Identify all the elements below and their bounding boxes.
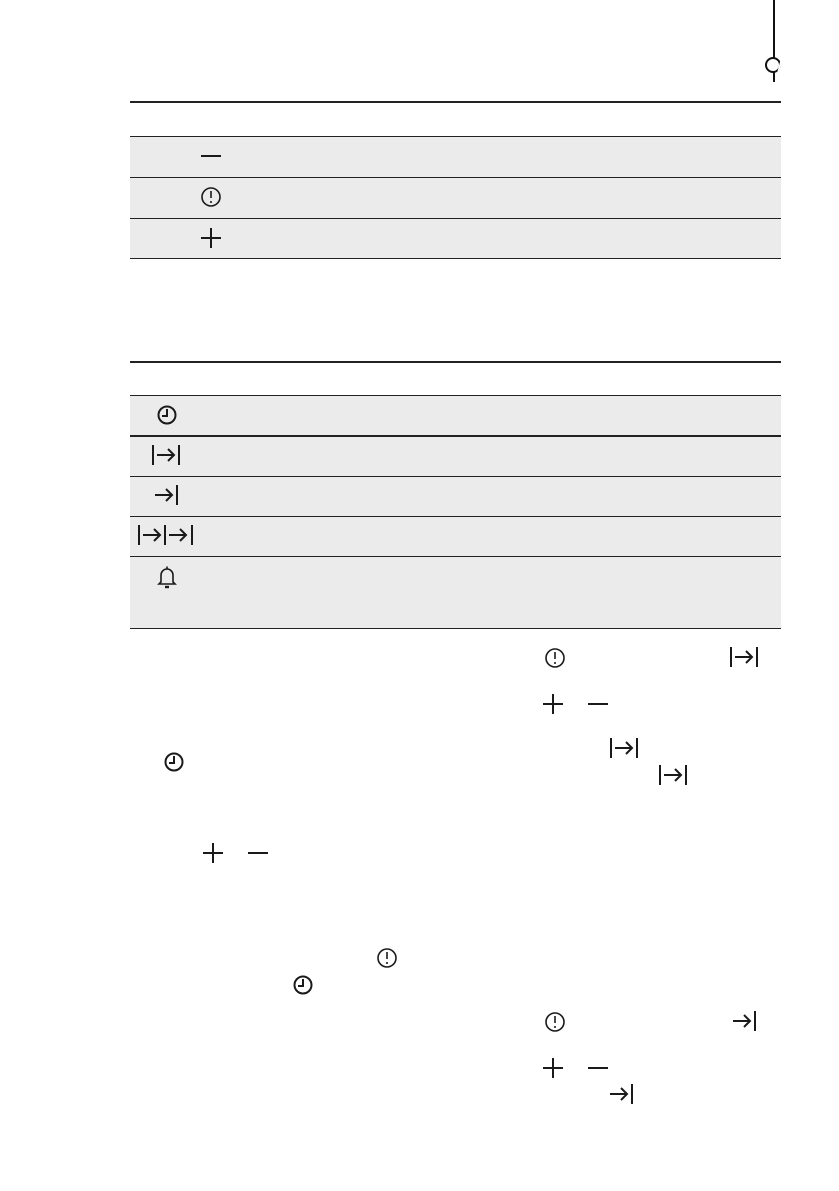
duration-icon [152, 445, 181, 465]
duration-icon [659, 765, 688, 785]
clock-icon [377, 948, 397, 968]
table-row [130, 477, 781, 516]
time-of-day-icon [157, 405, 177, 425]
plus-icon [543, 1058, 563, 1078]
table-row [130, 396, 781, 435]
duration-icon [610, 738, 639, 758]
minus-icon [248, 852, 268, 856]
time-delay-icon [138, 525, 194, 545]
minus-icon [201, 155, 221, 159]
end-time-icon [155, 485, 179, 505]
clock-icon [545, 648, 565, 668]
clock-icon [201, 187, 221, 207]
clock-icon [545, 1012, 565, 1032]
end-time-icon [610, 1084, 634, 1104]
clock-functions-table [130, 361, 781, 630]
table-row [130, 517, 781, 556]
table-top-rule [130, 361, 781, 363]
minus-icon [588, 703, 608, 707]
end-time-icon [733, 1011, 757, 1031]
minute-minder-bell-icon [158, 566, 176, 588]
table-row [130, 178, 781, 218]
plus-icon [543, 694, 563, 714]
control-panel-table [130, 101, 781, 259]
table-row [130, 437, 781, 476]
scissors-cut-line [773, 0, 775, 82]
table-row [130, 137, 781, 177]
table-bottom-rule [130, 628, 781, 629]
time-of-day-icon [293, 975, 313, 995]
minus-icon [588, 1067, 608, 1071]
duration-icon [730, 647, 759, 667]
table-bottom-rule [130, 258, 781, 259]
table-row [130, 219, 781, 258]
table-top-rule [130, 101, 781, 103]
plus-icon [203, 843, 223, 863]
time-of-day-icon [164, 752, 184, 772]
table-row [130, 557, 781, 628]
plus-icon [201, 228, 221, 248]
